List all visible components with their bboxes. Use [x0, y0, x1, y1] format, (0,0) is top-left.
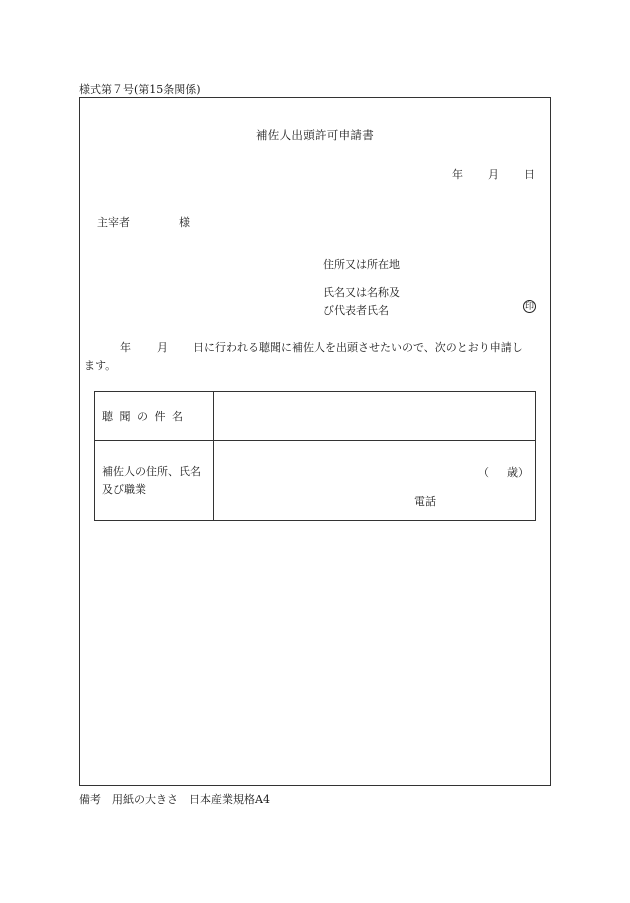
applicant-name-label-line1: 氏名又は名称及 [323, 286, 400, 299]
seal-mark: 印 [524, 302, 534, 312]
applicant-name-label-line2: び代表者氏名 [323, 304, 389, 317]
body-year-label: 年 [120, 341, 131, 354]
body-month-label: 月 [157, 341, 168, 354]
form-number-label: 様式第７号(第15条関係) [79, 83, 201, 96]
phone-label: 電話 [414, 495, 436, 508]
age-field [478, 464, 529, 480]
hearing-subject-label-cell [95, 392, 214, 441]
assistant-info-field[interactable] [214, 441, 536, 521]
addressee-title: 主宰者 [97, 216, 130, 229]
assistant-info-label-line2: 及び職業 [102, 482, 146, 496]
hearing-subject-field[interactable] [214, 392, 536, 441]
table-row [95, 441, 536, 521]
application-table [94, 391, 536, 521]
footnote-paper-size: 備考 用紙の大きさ 日本産業規格A4 [79, 793, 270, 806]
age-suffix: 歳） [507, 466, 529, 479]
date-year-label: 年 [452, 168, 463, 181]
assistant-info-label-line1: 補佐人の住所、氏名 [102, 464, 201, 478]
body-text-line2: ます。 [84, 359, 117, 372]
addressee-honorific: 様 [179, 216, 190, 229]
body-text-line1: 日に行われる聴聞に補佐人を出頭させたいので、次のとおり申請し [193, 341, 523, 354]
date-month-label: 月 [488, 168, 499, 181]
hearing-subject-label: 聴聞の件名 [102, 410, 190, 423]
table-row [95, 392, 536, 441]
assistant-info-label-cell [95, 441, 214, 521]
document-title: 補佐人出頭許可申請書 [256, 128, 374, 142]
age-open-paren: （ [478, 466, 489, 479]
date-day-label: 日 [524, 168, 535, 181]
applicant-address-label: 住所又は所在地 [323, 258, 400, 271]
